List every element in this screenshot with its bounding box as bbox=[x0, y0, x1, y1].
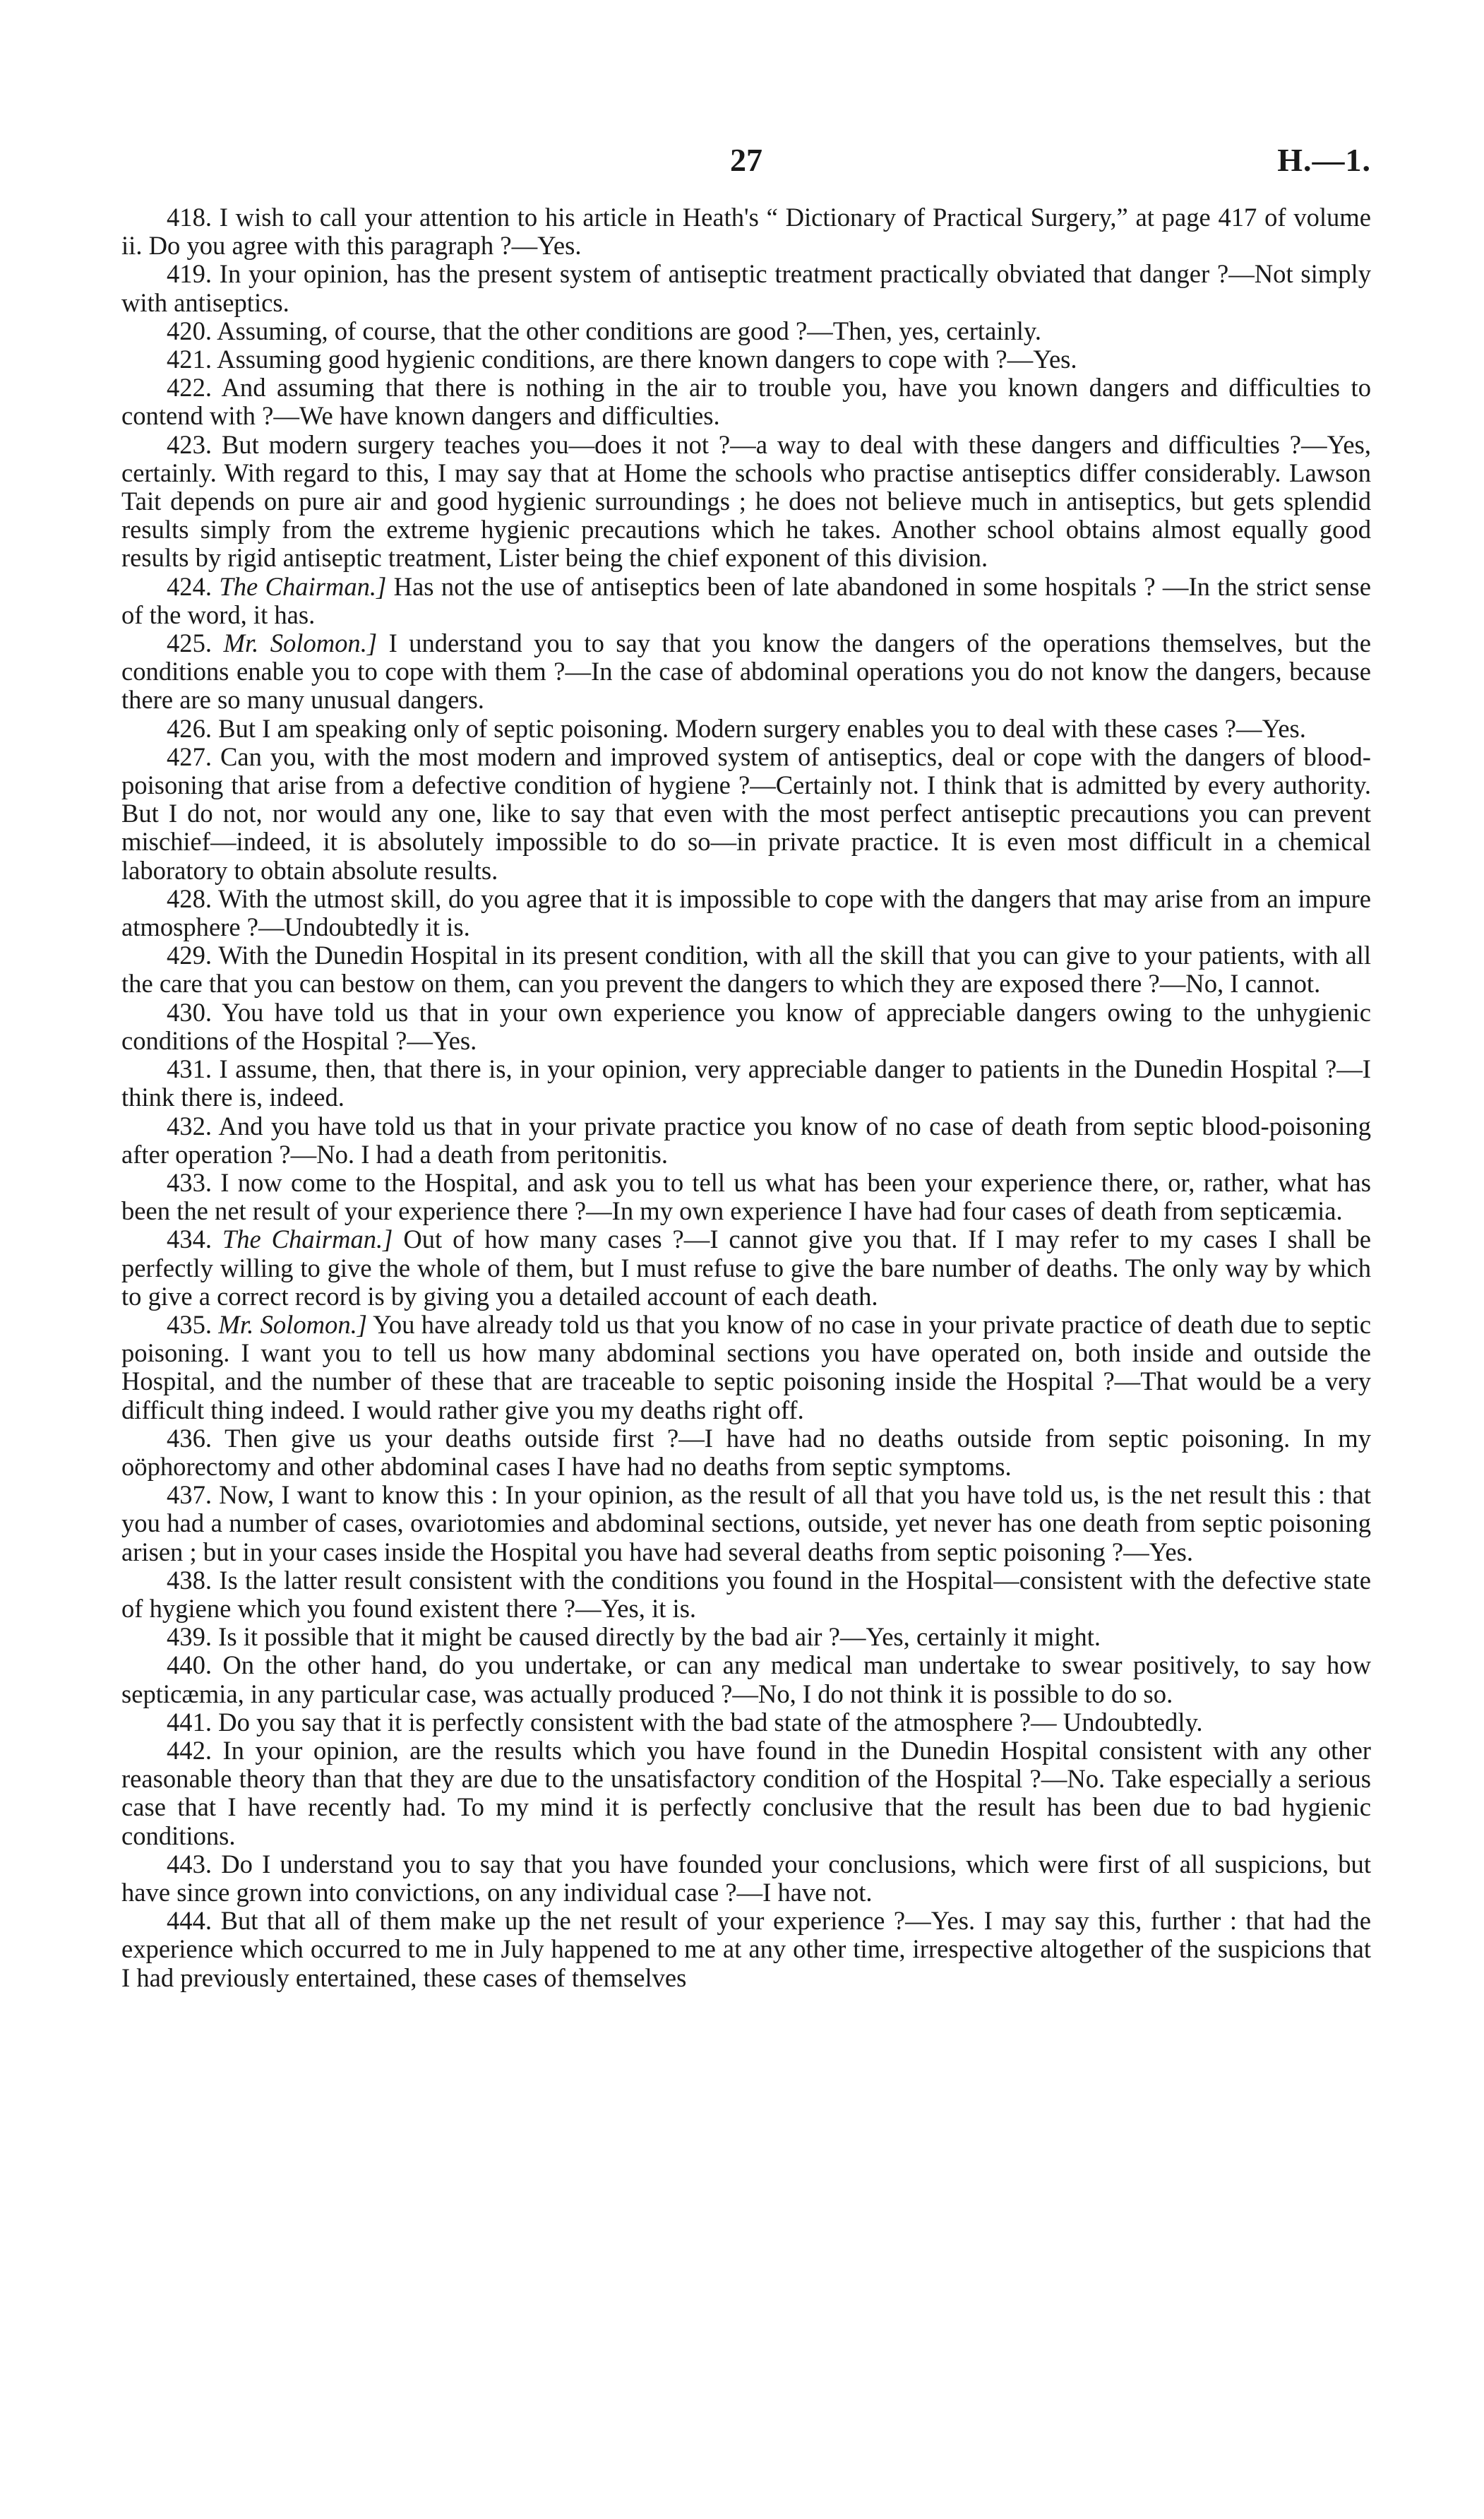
evidence-paragraph bbox=[121, 1907, 1371, 1992]
paper-reference: H.—1. bbox=[1277, 142, 1371, 178]
evidence-paragraph bbox=[121, 1850, 1371, 1907]
question-number: 436. bbox=[167, 1423, 213, 1453]
question-answer-text: Out of how many cases ?—I cannot give you that. If I may refer to my cases I shall be perfectly willing to give the whole of them, but I must refuse to give the bare number of deaths. The only way by which to give a correct record is by giving you a detailed account of each death. bbox=[121, 1225, 1371, 1311]
evidence-paragraph bbox=[121, 345, 1371, 374]
question-answer-text: Has not the use of antiseptics been of late abandoned in some hospitals ? —In the strict sense of the word, it has. bbox=[121, 571, 1372, 629]
speaker-label: The Chairman.] bbox=[219, 571, 387, 601]
evidence-paragraph bbox=[121, 1311, 1371, 1424]
question-answer-text: But that all of them make up the net result of your experience ?—Yes. I may say this, further : that had the experience which occurred to me in July happened to me at any other time, irrespective altogether of the suspicions that I had previously entertained, these cases of themselves bbox=[121, 1906, 1371, 1992]
question-answer-text: I wish to call your attention to his article in Heath's “ Dictionary of Practical Surgery,” at page 417 of volume ii. Do you agree with this paragraph ?—Yes. bbox=[121, 203, 1371, 261]
question-number: 441. bbox=[167, 1707, 213, 1737]
question-answer-text: You have told us that in your own experience you know of appreciable dangers owing to the unhygienic conditions of the Hospital ?—Yes. bbox=[121, 997, 1371, 1055]
evidence-paragraph bbox=[121, 1424, 1371, 1481]
question-number: 433. bbox=[167, 1167, 213, 1197]
evidence-paragraph bbox=[121, 1737, 1371, 1850]
question-number: 434. bbox=[167, 1225, 213, 1254]
question-number: 430. bbox=[167, 997, 213, 1027]
evidence-paragraph bbox=[121, 431, 1371, 573]
speaker-label: Mr. Solomon.] bbox=[218, 1309, 368, 1339]
question-number: 432. bbox=[167, 1111, 213, 1141]
question-number: 421. bbox=[167, 345, 213, 374]
evidence-paragraph bbox=[121, 1481, 1371, 1566]
question-answer-text: You have already told us that you know of no case in your private practice of death due to septic poisoning. I want you to tell us how many abdominal sections you have operated on, both inside and outside the Hospital, and the number of these that are traceable to septic poisoning inside the Hospital ?—That would be a very difficult thing indeed. I would rather give you my deaths right off. bbox=[121, 1309, 1371, 1424]
page-number: 27 bbox=[730, 142, 762, 178]
question-answer-text: Now, I want to know this : In your opinion, as the result of all that you have told us, is the net result this : that you had a number of cases, ovariotomies and abdominal sections, outside, yet never has one death from septic poisoning arisen ; but in your cases inside the Hospital you have had several deaths from septic poisoning ?—Yes. bbox=[121, 1480, 1371, 1566]
evidence-paragraph bbox=[121, 573, 1371, 629]
evidence-body bbox=[121, 203, 1371, 1992]
evidence-paragraph bbox=[121, 374, 1371, 430]
question-number: 420. bbox=[167, 316, 213, 345]
question-answer-text: Do you say that it is perfectly consistent with the bad state of the atmosphere ?— Undoubtedly. bbox=[218, 1707, 1203, 1737]
question-number: 438. bbox=[167, 1565, 213, 1595]
evidence-paragraph bbox=[121, 260, 1371, 316]
question-answer-text: But I am speaking only of septic poisoning. Modern surgery enables you to deal with these cases ?—Yes. bbox=[218, 713, 1306, 743]
evidence-paragraph bbox=[121, 1055, 1371, 1112]
question-answer-text: In your opinion, has the present system of antiseptic treatment practically obviated that danger ?—Not simply with antiseptics. bbox=[121, 259, 1371, 317]
question-answer-text: With the Dunedin Hospital in its present condition, with all the skill that you can give to your patients, with all the care that you can bestow on them, can you prevent the dangers to which they are exposed there ?—No, I cannot. bbox=[121, 941, 1371, 999]
question-number: 422. bbox=[167, 373, 213, 403]
question-answer-text: I assume, then, that there is, in your opinion, very appreciable danger to patients in the Dunedin Hospital ?—I think there is, indeed. bbox=[121, 1054, 1371, 1112]
question-number: 437. bbox=[167, 1480, 213, 1510]
evidence-paragraph bbox=[121, 743, 1371, 885]
evidence-paragraph bbox=[121, 999, 1371, 1055]
question-number: 435. bbox=[167, 1309, 213, 1339]
question-answer-text: Assuming good hygienic conditions, are there known dangers to cope with ?—Yes. bbox=[217, 345, 1077, 374]
question-number: 427. bbox=[167, 742, 213, 771]
question-answer-text: In your opinion, are the results which you have found in the Dunedin Hospital consistent with any other reasonable theory than that they are due to the unsatisfactory condition of the Hospital ?—No. Take especially a serious case that I have recently had. To my mind it is perfectly conclusive that the result has been due to bad hygienic conditions. bbox=[121, 1735, 1371, 1850]
question-number: 439. bbox=[167, 1622, 213, 1652]
evidence-paragraph bbox=[121, 1566, 1371, 1623]
question-number: 419. bbox=[167, 259, 213, 289]
evidence-paragraph bbox=[121, 885, 1371, 941]
page-header bbox=[121, 141, 1371, 191]
question-number: 431. bbox=[167, 1054, 213, 1084]
evidence-paragraph bbox=[121, 1623, 1371, 1651]
question-answer-text: Can you, with the most modern and improved system of antiseptics, deal or cope with the dangers of blood-poisoning that arise from a defective condition of hygiene ?—Certainly not. I think that is admitted by every authority. But I do not, nor would any one, like to say that even with the most perfect antiseptic precautions you can prevent mischief—indeed, it is absolutely impossible to do so—in private practice. It is even most difficult in a chemical laboratory to obtain absolute results. bbox=[121, 742, 1371, 885]
question-number: 440. bbox=[167, 1650, 213, 1680]
question-answer-text: Do I understand you to say that you have founded your conclusions, which were first of all suspicions, but have since grown into convictions, on any individual case ?—I have not. bbox=[121, 1849, 1371, 1907]
question-answer-text: On the other hand, do you undertake, or can any medical man undertake to swear positively, to say how septicæmia, in any particular case, was actually produced ?—No, I do not think it is possible to do so. bbox=[121, 1650, 1371, 1708]
question-number: 425. bbox=[167, 629, 213, 658]
evidence-paragraph bbox=[121, 1112, 1371, 1169]
question-answer-text: Is the latter result consistent with the conditions you found in the Hospital—consistent with the defective state of hygiene which you found existent there ?—Yes, it is. bbox=[121, 1565, 1371, 1623]
question-number: 444. bbox=[167, 1906, 213, 1936]
question-answer-text: I understand you to say that you know the dangers of the operations themselves, but the conditions enable you to cope with them ?—In the case of abdominal operations you do not know the dangers, because there are so many unusual dangers. bbox=[121, 629, 1371, 715]
speaker-label: Mr. Solomon.] bbox=[223, 629, 378, 658]
evidence-paragraph bbox=[121, 941, 1371, 998]
question-answer-text: Is it possible that it might be caused directly by the bad air ?—Yes, certainly it might. bbox=[218, 1622, 1101, 1652]
question-number: 429. bbox=[167, 941, 213, 970]
question-number: 443. bbox=[167, 1849, 213, 1878]
evidence-paragraph bbox=[121, 1169, 1371, 1225]
evidence-paragraph bbox=[121, 1225, 1371, 1311]
question-answer-text: And assuming that there is nothing in the air to trouble you, have you known dangers and difficulties to contend with ?—We have known dangers and difficulties. bbox=[121, 373, 1371, 431]
question-number: 426. bbox=[167, 713, 213, 743]
evidence-paragraph bbox=[121, 1708, 1371, 1737]
question-number: 423. bbox=[167, 429, 213, 459]
question-answer-text: I now come to the Hospital, and ask you to tell us what has been your experience there, or, rather, what has been the net result of your experience there ?—In my own experience I have had four cases of death from septicæmia. bbox=[121, 1167, 1371, 1226]
question-number: 424. bbox=[167, 571, 213, 601]
question-answer-text: Then give us your deaths outside first ?—I have had no deaths outside from septic poisoning. In my oöphorectomy and other abdominal cases I have had no deaths from septic symptoms. bbox=[121, 1423, 1371, 1481]
document-page bbox=[121, 141, 1371, 1992]
question-number: 442. bbox=[167, 1735, 213, 1765]
speaker-label: The Chairman.] bbox=[222, 1225, 393, 1254]
question-number: 418. bbox=[167, 203, 213, 232]
evidence-paragraph bbox=[121, 715, 1371, 743]
evidence-paragraph bbox=[121, 629, 1371, 715]
question-answer-text: With the utmost skill, do you agree that it is impossible to cope with the dangers that may arise from an impure atmosphere ?—Undoubtedly it is. bbox=[121, 883, 1371, 942]
evidence-paragraph bbox=[121, 203, 1371, 260]
evidence-paragraph bbox=[121, 317, 1371, 345]
evidence-paragraph bbox=[121, 1651, 1371, 1708]
question-answer-text: Assuming, of course, that the other conditions are good ?—Then, yes, certainly. bbox=[217, 316, 1041, 345]
question-answer-text: But modern surgery teaches you—does it not ?—a way to deal with these dangers and difficulties ?—Yes, certainly. With regard to this, I may say that at Home the schools who practise antiseptics differ considerably. Lawson Tait depends on pure air and good hygienic surroundings ; he does not believe much in antiseptics, but gets splendid results simply from the extreme hygienic precautions which he takes. Another school obtains almost equally good results by rigid antiseptic treatment, Lister being the chief exponent of this division. bbox=[121, 429, 1371, 573]
question-answer-text: And you have told us that in your private practice you know of no case of death from septic blood-poisoning after operation ?—No. I had a death from peritonitis. bbox=[121, 1111, 1371, 1169]
question-number: 428. bbox=[167, 883, 213, 913]
